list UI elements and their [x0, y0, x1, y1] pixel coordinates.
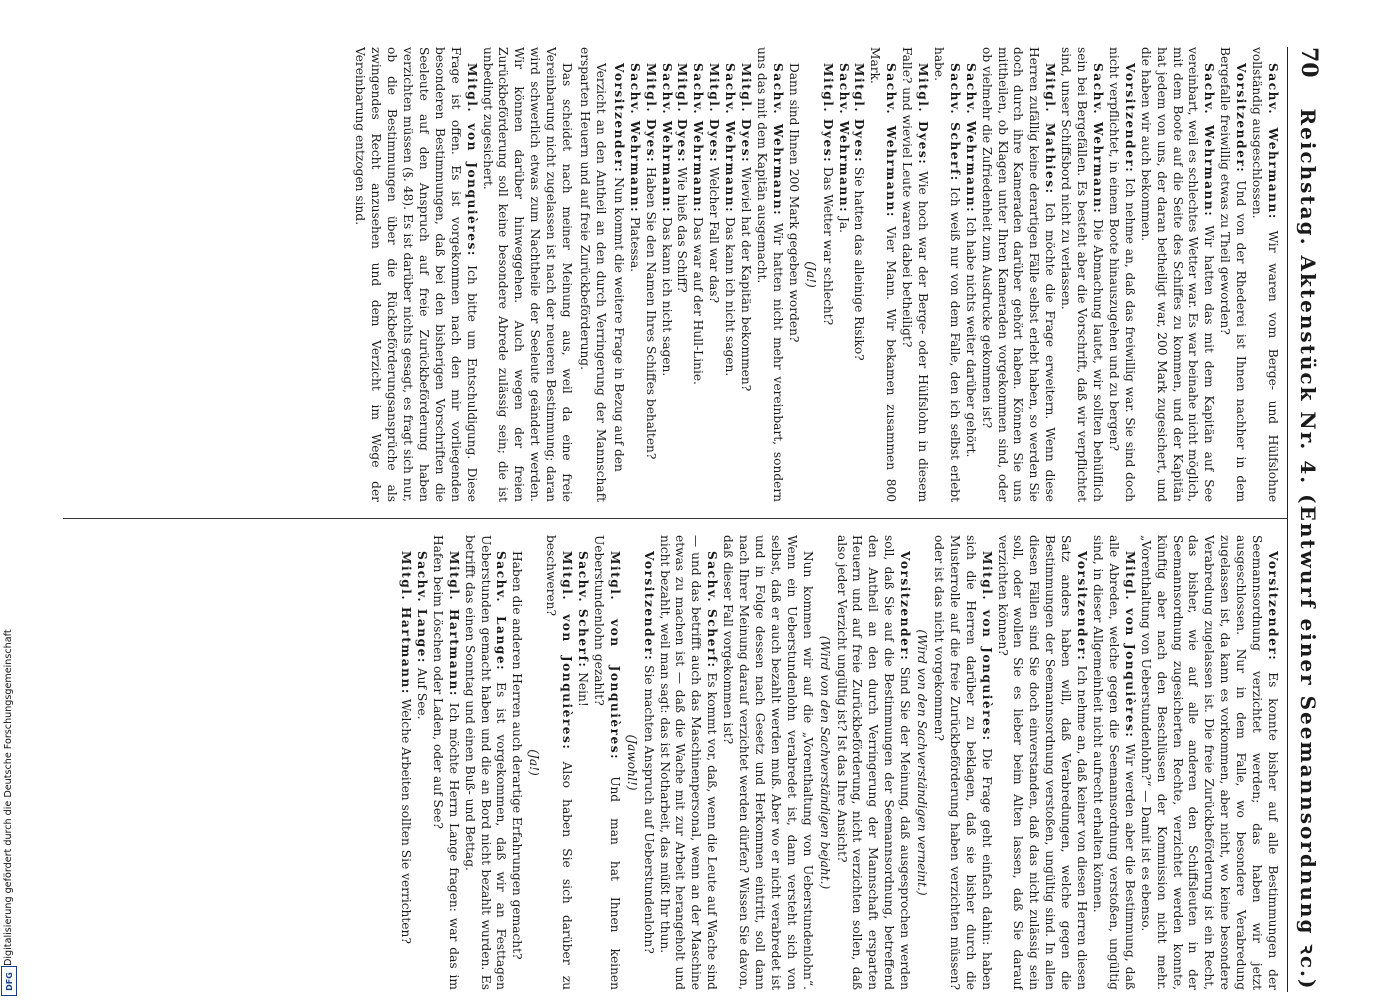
speaker-name: Mitgl. Hartmann:	[399, 551, 414, 695]
dialogue-paragraph	[461, 535, 509, 990]
speech-text: Welche Arbeiten sollten Sie verrichten?	[399, 698, 414, 944]
speaker-name: Sachv. Wehrmann:	[1202, 63, 1217, 218]
speaker-name: Vorsitzender:	[898, 551, 913, 662]
speech-text: Das scheidet nach meiner Meinung aus, weil da eine freie Vereinbarung nicht zugelassen ist nach der neueren Bestimmung; daran wird schwerlich etwas zum Nachtheile der Seeleute geändert werden. Wir können darüber hinweggehen. Auch wegen der freien Zurückbeförderung soll keine besondere Abrede zulässig sein; die ist unbedingt zugesichert.	[480, 47, 575, 502]
dialogue-paragraph	[835, 47, 851, 502]
speaker-name: Mitgl. Dyes:	[643, 63, 658, 164]
speech-text: Platessa.	[627, 216, 642, 273]
speech-text: Vier Mann. Wir bekamen zusammen 800 Mark.	[868, 47, 899, 502]
dialogue-paragraph	[479, 47, 574, 502]
speaker-name: Mitgl. von Jonquières:	[464, 63, 479, 257]
speech-text: Wieviel hat der Kapitän bekommen?	[739, 167, 754, 392]
speaker-name: Vorsitzender:	[1266, 551, 1280, 662]
speech-text: Es kommt vor, daß, wenn die Leute auf Wache sind — und das betrifft auch das Maschinenpersonal, wenn an der Maschine etwas zu machen ist — daß die Wache mit zur Arbeit herangeholt und nicht bezahlt, weil man sagt: das ist Notharbeit, das müßt Ihr thun.	[657, 535, 720, 990]
dialogue-paragraph	[1089, 535, 1137, 990]
speech-text: Ich habe nichts weiter darüber gehört.	[963, 216, 978, 458]
speech-text: Welcher Fall war das?	[707, 167, 722, 304]
speech-text: Ich weiß nur von dem Falle, den ich selbst erlebt habe.	[931, 47, 962, 502]
speaker-name: Sachv. Wehrmann:	[1091, 63, 1106, 215]
speech-text: Haben die anderen Herren auch derartige Erfahrungen gemacht?	[510, 551, 525, 960]
dialogue-paragraph	[656, 535, 720, 990]
dialogue-paragraph	[721, 47, 737, 502]
speaker-name: Mitgl. Hartmann:	[446, 551, 461, 697]
speech-text: Ich nehme an, daß keiner von diesen Herren diesen Satz anders haben will, daß Verabredungen, welche gegen die Bestimmungen der Seemannsordnung verstoßen, ungültig sind. In allen diesen Fällen sind Sie doch einverstanden, daß das nicht zulässig sein soll, oder wollen Sie es lieber beim Alten lassen, daß Sie darauf verzichten können?	[995, 535, 1090, 990]
dialogue-paragraph	[719, 535, 814, 990]
speaker-name: Vorsitzender:	[641, 551, 656, 662]
dialogue-paragraph	[962, 47, 978, 502]
speaker-name: Mitgl. Dyes:	[739, 63, 754, 164]
speaker-name: Mitgl. von Jonquières:	[560, 551, 575, 751]
speech-text: Und von der Rhederei ist Ihnen nachher in dem Bergefalle freiwillig etwas zu Theil geworden?	[1218, 47, 1249, 502]
dialogue-paragraph	[930, 535, 994, 990]
speaker-name: Sachv. Wehrmann:	[723, 63, 738, 214]
speaker-name: Mitgl. Dyes:	[707, 63, 722, 164]
page-header	[1290, 47, 1328, 992]
speech-text: Wir werden aber die Bestimmung, daß alle Abreden, welche gegen die Seemannsordnung verstoßen, ungültig sind, in dieser Allgemeinheit nicht aufrecht erhalten können.	[1091, 535, 1137, 990]
dialogue-paragraph	[674, 47, 690, 502]
speaker-name: Sachv. Wehrmann:	[836, 63, 851, 214]
dialogue-paragraph	[930, 47, 962, 502]
dialogue-paragraph	[509, 535, 525, 990]
speech-text: Es konnte bisher auf alle Bestimmungen der Seemannsordnung verzichtet werden; das haben wir jetzt ausgeschlossen. Nur in dem Falle, wo besondere Verabredung zugelassen ist, da kann es vorkommen, aber nicht, wo keine besondere Verabredung zugelassen ist. Die freie Zurückbeförderung ist ein Recht, das bisher, wie auf alle anderen den Schiffsleuten in der Seemannsordnung zugesicherten Rechte, verzichtet werden konnte, künftig aber nach den Beschlüssen der Kommission nicht mehr. „Vorenthaltung von Ueberstundenlohn?“ — Damit ist es ebenso.	[1138, 535, 1280, 990]
left-column	[70, 47, 1280, 502]
dialogue-paragraph	[1057, 47, 1105, 502]
speech-text: Wir hatten nicht mehr vereinbart, sondern uns das mit dem Kapitän ausgemacht.	[755, 47, 785, 502]
speaker-name: Sachv. Scherf:	[705, 551, 720, 669]
speaker-name: Vorsitzender:	[1234, 63, 1249, 174]
dialogue-paragraph	[1248, 47, 1280, 502]
dialogue-paragraph	[590, 535, 622, 990]
dialogue-paragraph	[737, 47, 753, 502]
stage-note: (Ja!)	[527, 749, 542, 776]
speaker-name: Sachv. Wehrmann:	[963, 63, 978, 214]
section-heading: Verzicht an den Antheil an den durch Verringerung der Mannschaft ersparten Heuern und auf freie Zurückbeförderung.	[578, 47, 608, 502]
speech-text: Ich möchte Herrn Lange fragen: war das im Hafen beim Löschen oder Laden, oder auf See?	[430, 535, 461, 990]
speech-text: Auf See.	[414, 667, 429, 720]
dialogue-paragraph	[429, 535, 461, 990]
speech-text: Sie hatten das alleinige Risiko?	[852, 167, 867, 361]
speech-text: Es ist vorgekommen, daß wir an Festtagen Ueberstunden gemacht haben und die an Bord nicht bezahlt wurden. Es betrifft das einen Sonntag und einen Buß- und Bettag.	[462, 535, 509, 990]
dialogue-paragraph	[851, 47, 867, 502]
speech-text: Wir hatten das mit dem Kapitän auf See vereinbart, weil es schlechtes Wetter war. Es war beinahe nicht möglich, mit dem Boote auf die Seite des Schiffes zu kommen, und der Kapitän hat jedem von uns, der daran betheiligt war, 200 Mark zugesichert, und die haben wir auch bekommen.	[1138, 47, 1217, 502]
dialogue-paragraph	[819, 47, 835, 502]
speaker-name: Sachv. Scherf:	[576, 551, 591, 669]
speech-text: Nun kommen wir auf die „Vorenthaltung von Ueberstundenlohn“. Wenn ein Ueberstundenlohn verabredet ist, dann versteht sich von selbst, daß er auch bezahlt werden muß. Aber wo er nicht verabredet ist und in Folge dessen nach Gesetz und Herkommen eintritt, soll dann nach Ihrer Meinung darauf verzichtet werden dürfen? Wissen Sie davon, daß dieser Fall vorgekommen ist?	[721, 535, 815, 990]
column-divider	[63, 518, 1288, 519]
dialogue-paragraph	[689, 47, 705, 502]
speech-text: Sind Sie der Meinung, daß ausgesprochen werden soll, daß Sie auf die Bestimmungen der Seemannsordnung, betreffend den Antheil an den durch Verringerung der Mannschaft ersparten Heuern und auf freie Zurückbeförderung, nicht verzichten sollen, daß also jeder Verzicht ungültig ist? Ist das Ihre Ansicht?	[834, 535, 913, 990]
dfg-logo-text: DFG	[4, 971, 14, 991]
digitization-credit	[2, 606, 16, 996]
speech-text: Die Frage geht einfach dahin: haben sich die Herren darüber zu beklagen, daß sie bisher durch die Musterrolle auf die freie Zurückbeförderung haben verzichten müssen? oder ist das nicht vorgekommen?	[931, 535, 994, 990]
speech-text: Das kann ich nicht sagen.	[659, 216, 674, 377]
dfg-logo	[1, 966, 17, 996]
speaker-name: Vorsitzender:	[1122, 63, 1137, 174]
speech-text: Ja.	[836, 216, 851, 233]
dialogue-paragraph	[640, 535, 656, 990]
speaker-name: Sachv. Lange:	[494, 551, 509, 672]
speaker-name: Mitgl. von Jonquières:	[607, 551, 622, 761]
dialogue-paragraph	[658, 47, 674, 502]
dialogue-paragraph	[833, 535, 913, 990]
running-head: Reichstag. Aktenstück Nr. 4. (Entwurf einer Seemannsordnung ꝛc.)	[1296, 108, 1321, 991]
speaker-name: Sachv. Wehrmann:	[627, 63, 642, 214]
speech-text: Ich bitte um Entschuldigung. Diese Frage ist offen. Es ist vorgekommen nach den mir vorliegenden besonderen Bestimmungen, daß bei den bisherigen Vorschriften die Seeleute auf den Anspruch auf freie Zurückbeförderung haben verzichten müssen (§. 48). Es ist darüber nichts gesagt, es fragt sich nur, ob die Bestimmungen über die Rückbeförderungsansprüche als zwingendes Recht anzusehen und dem Verzicht im Wege der Vereinbarung entzogen sind.	[353, 47, 479, 502]
speaker-name: Sachv. Lange:	[414, 551, 429, 664]
speaker-name: Vorsitzender:	[1075, 551, 1090, 662]
speech-text: Sie machten Anspruch auf Ueberstundenlohn?	[641, 665, 656, 954]
speech-text: Und man hat Ihnen keinen Ueberstundenlohn gezahlt?	[591, 535, 622, 990]
speaker-name: Mitgl. Dyes:	[916, 63, 931, 166]
dialogue-paragraph	[994, 535, 1089, 990]
speaker-name: Mitgl. Mathies:	[1043, 63, 1058, 195]
speaker-name: Mitgl. Dyes:	[820, 63, 835, 164]
dialogue-paragraph	[705, 47, 721, 502]
rotated-page	[60, 47, 1328, 992]
dialogue-paragraph	[574, 535, 590, 990]
dialogue-paragraph	[1105, 47, 1137, 502]
speaker-name: Vorsitzender:	[611, 63, 626, 174]
stage-note: (Wird von den Sachverständigen verneint.)	[915, 629, 930, 896]
dialogue-paragraph	[351, 47, 478, 502]
speaker-name: Mitgl. Dyes:	[852, 63, 867, 164]
dialogue-paragraph	[1137, 47, 1217, 502]
speech-text: Wie hoch war der Berge- oder Hülfslohn in diesem Falle? und wieviel Leute waren dabei betheiligt?	[900, 47, 931, 502]
speech-text: Also haben Sie sich darüber zu beschweren?	[544, 535, 575, 990]
stage-note: (Jawohl!)	[624, 734, 639, 791]
speaker-name: Sachv. Wehrmann:	[691, 63, 706, 214]
speech-text: Das Wetter war schlecht?	[820, 167, 835, 326]
speech-text: Das war auf der Hull-Linie.	[691, 216, 706, 385]
dialogue-paragraph	[413, 535, 429, 990]
dialogue-paragraph	[978, 47, 1058, 502]
speech-text: Wir waren vom Berge- und Hülfslohne vollständig ausgeschlossen.	[1250, 47, 1280, 502]
dialogue-paragraph	[1137, 535, 1280, 990]
speaker-name: Sachv. Scherf:	[947, 63, 962, 182]
dialogue-paragraph	[898, 47, 930, 502]
speech-text: Nein!	[576, 672, 591, 707]
dialogue-paragraph	[642, 47, 658, 502]
dialogue-paragraph	[626, 47, 642, 502]
speech-text: Ich möchte die Frage erweitern. Wenn diese Herren zufällig keine derartigen Fälle selbst erlebt haben, so werden Sie doch durch ihre Kameraden darüber gehört haben. Können Sie uns mittheilen, ob Klagen unter Ihren Kameraden vorgekommen sind, oder ob vielmehr die Zufriedenheit zum Ausdrucke gekommen ist?	[979, 47, 1058, 502]
dialogue-paragraph	[397, 535, 413, 990]
right-column	[70, 535, 1280, 990]
header-rule	[1287, 47, 1288, 992]
speech-text: Die Abmachung lautet, wir sollten behülflich sein bei Bergefällen. Es besteht aber die Vorschrift, daß wir verpflichtet sind, unser Schiffsbord nicht zu verlassen.	[1059, 47, 1106, 502]
speaker-name: Sachv. Wehrmann:	[770, 63, 785, 217]
dialogue-paragraph	[610, 47, 626, 502]
dialogue-paragraph	[866, 47, 898, 502]
speech-text: Ich nehme an, daß das freiwillig war. Sie sind doch nicht verpflichtet, in einem Boote hinauszugehen und zu bergen?	[1106, 47, 1137, 502]
speaker-name: Sachv. Wehrmann:	[884, 63, 899, 218]
speech-text: Das kann ich nicht sagen.	[723, 216, 738, 377]
stage-note: (Ja!)	[803, 261, 818, 288]
dialogue-paragraph	[542, 535, 574, 990]
speech-text: Nun kommt die weitere Frage in Bezug auf den	[611, 177, 626, 472]
speaker-name: Mitgl. Dyes:	[675, 63, 690, 164]
speaker-name: Sachv. Wehrmann:	[1266, 63, 1280, 220]
stage-note: (Wird von den Sachverständigen bejaht.)	[817, 635, 832, 890]
dialogue-paragraph	[753, 47, 785, 502]
speech-text: Wie hieß das Schiff?	[675, 167, 690, 293]
speaker-name: Mitgl. von Jonquières:	[979, 551, 994, 742]
speaker-name: Mitgl. von Jonquières:	[1122, 551, 1137, 739]
dialogue-paragraph	[1216, 47, 1248, 502]
credit-text: Digitalisierung gefördert durch die Deutsche Forschungsgemeinschaft	[3, 629, 14, 966]
speaker-name: Sachv. Wehrmann:	[659, 63, 674, 214]
dialogue-paragraph	[785, 47, 801, 502]
page-number: 70	[1296, 47, 1322, 78]
speech-text: Haben Sie den Namen Ihres Schiffes behalten?	[643, 167, 658, 460]
speech-text: Dann sind Ihnen 200 Mark gegeben worden?	[786, 63, 801, 343]
